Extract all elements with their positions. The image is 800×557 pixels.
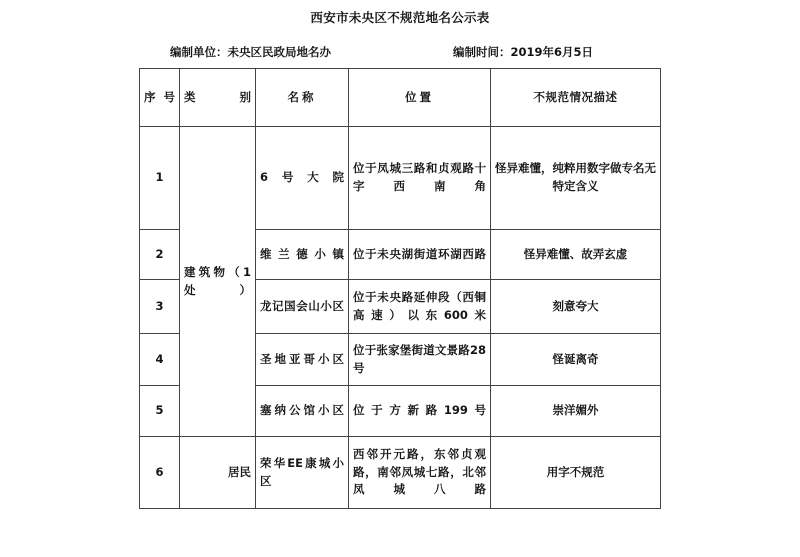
- document-meta: [139, 44, 660, 62]
- cell-description: 怪异难懂，纯粹用数字做专名无特定含义: [491, 127, 661, 230]
- column-header-location: 位置: [349, 69, 491, 127]
- column-header-seq: 序号: [140, 69, 180, 127]
- cell-name: 荣华EE康城小区: [256, 437, 349, 509]
- column-header-category: 类别: [180, 69, 256, 127]
- page-title: 西安市未央区不规范地名公示表: [310, 10, 490, 25]
- cell-seq: 5: [140, 386, 180, 437]
- cell-category-residential: 居民: [180, 437, 256, 509]
- cell-seq: 1: [140, 127, 180, 230]
- cell-location: 位于未央路延伸段（西铜高速）以东600米: [349, 280, 491, 334]
- cell-name: 塞纳公馆小区: [256, 386, 349, 437]
- cell-description: 怪异难懂、故弄玄虚: [491, 230, 661, 280]
- compiler-unit-label: 编制单位：未央区民政局地名办: [170, 45, 331, 59]
- cell-description: 用字不规范: [491, 437, 661, 509]
- cell-location: 位于张家堡街道文景路28号: [349, 334, 491, 386]
- cell-location: 位于未央湖街道环湖西路: [349, 230, 491, 280]
- cell-location: 位于凤城三路和贞观路十字西南角: [349, 127, 491, 230]
- cell-name: 6号大院: [256, 127, 349, 230]
- cell-seq: 3: [140, 280, 180, 334]
- table-row: [140, 437, 661, 509]
- cell-description: 崇洋媚外: [491, 386, 661, 437]
- cell-seq: 4: [140, 334, 180, 386]
- cell-name: 龙记国会山小区: [256, 280, 349, 334]
- table-header-row: [140, 69, 661, 127]
- irregular-place-names-table-wrapper: [139, 68, 660, 509]
- cell-seq: 2: [140, 230, 180, 280]
- cell-description: 刻意夸大: [491, 280, 661, 334]
- cell-seq: 6: [140, 437, 180, 509]
- cell-category-building: 建筑物（1处）: [180, 127, 256, 437]
- column-header-name: 名称: [256, 69, 349, 127]
- irregular-place-names-table: [139, 68, 661, 509]
- column-header-description: 不规范情况描述: [491, 69, 661, 127]
- cell-location: 位于方新路199号: [349, 386, 491, 437]
- cell-name: 圣地亚哥小区: [256, 334, 349, 386]
- cell-name: 维兰德小镇: [256, 230, 349, 280]
- cell-description: 怪诞离奇: [491, 334, 661, 386]
- compile-date-label: 编制时间：2019年6月5日: [453, 45, 594, 59]
- cell-location: 西邻开元路，东邻贞观路，南邻凤城七路，北邻凤城八路: [349, 437, 491, 509]
- table-row: [140, 127, 661, 230]
